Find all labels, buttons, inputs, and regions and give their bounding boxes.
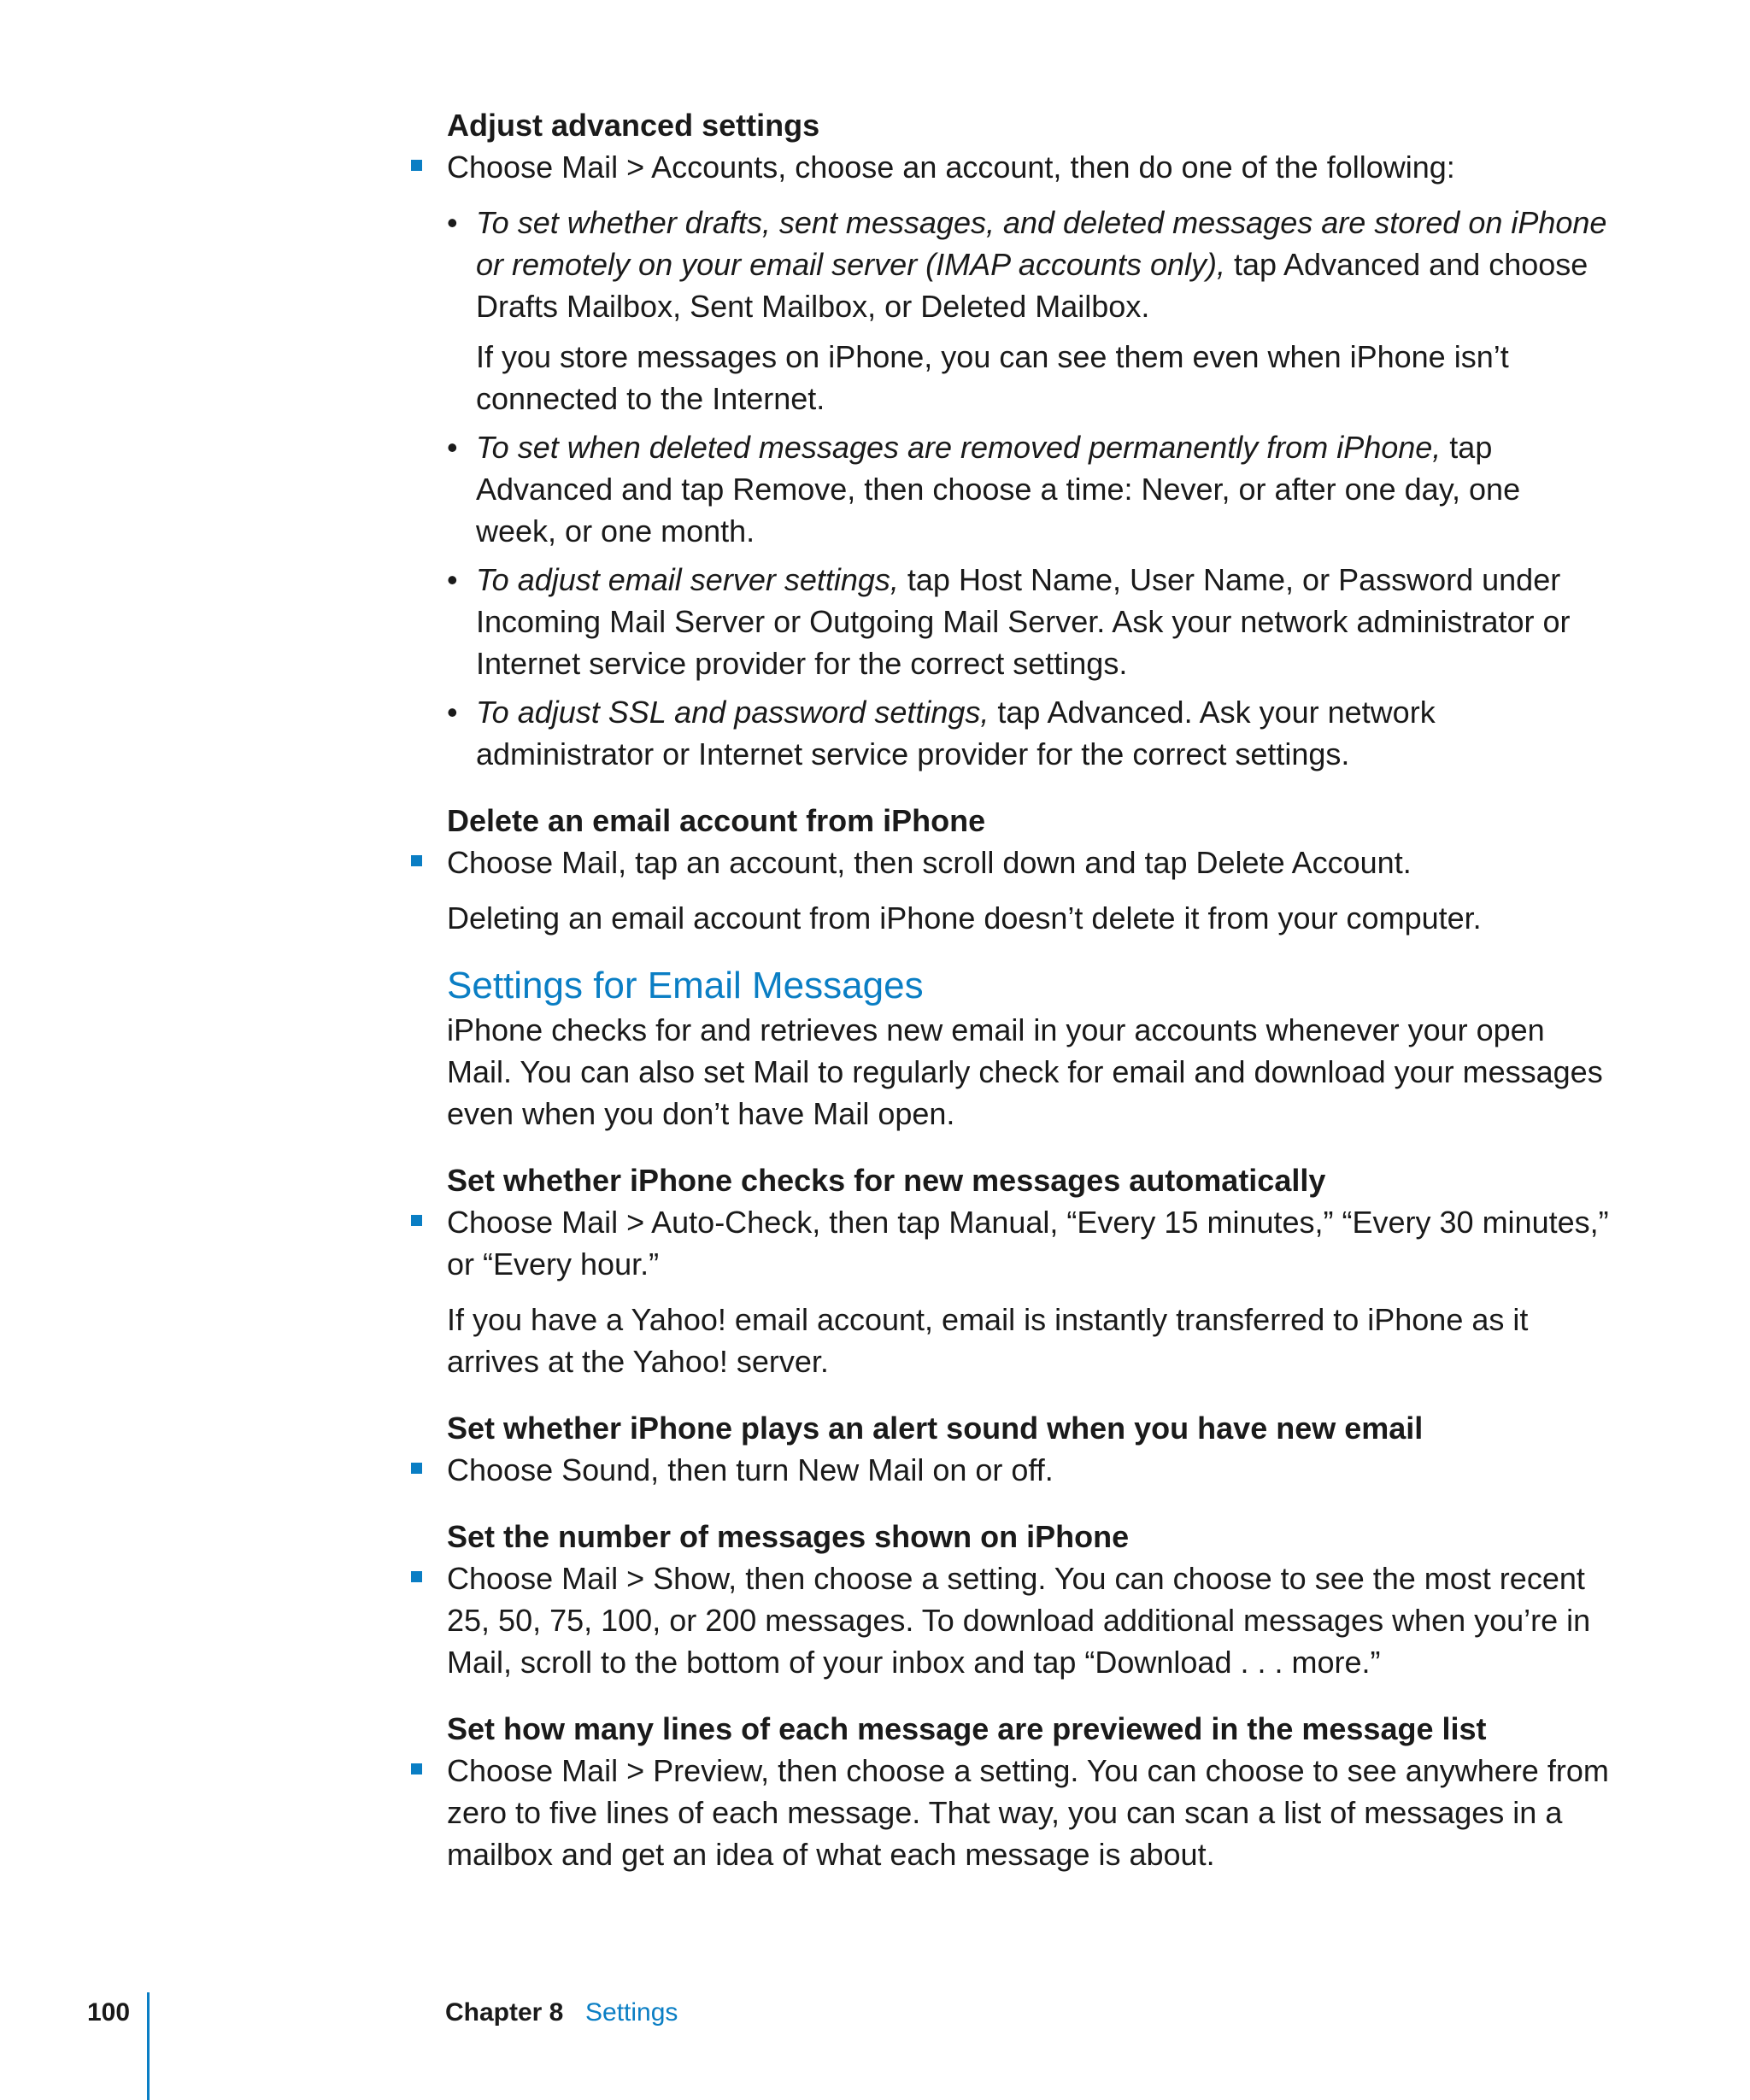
page-number: 100 [87,1998,131,2027]
bullet-dot-icon: • [447,205,458,240]
step-show [447,1557,1609,1683]
subheading-show: Set the number of messages shown on iPhone [447,1519,1130,1554]
subheading-advanced: Adjust advanced settings [447,108,820,143]
step-autocheck [447,1201,1609,1285]
step-bullet-icon [411,855,422,866]
list-item [447,202,1609,419]
step-text: Choose Mail > Accounts, choose an account, then do one of the following: [447,150,1455,185]
note-autocheck: If you have a Yahoo! email account, email is instantly transferred to iPhone as it arrives at the Yahoo! server. [447,1302,1529,1379]
advanced-options-list [447,202,1609,775]
subheading-sound: Set whether iPhone plays an alert sound when you have new email [447,1411,1424,1446]
subheading-delete: Delete an email account from iPhone [447,803,986,838]
bullet-dot-icon: • [447,562,458,597]
step-bullet-icon [411,1763,422,1774]
option-lead: To adjust SSL and password settings, [476,695,990,730]
footer-divider [147,1992,150,2100]
step-text: Choose Mail > Auto-Check, then tap Manual, “Every 15 minutes,” “Every 30 minutes,” or “Every hour.” [447,1205,1609,1282]
step-text: Choose Mail > Preview, then choose a setting. You can choose to see anywhere from zero to five lines of each message. That way, you can scan a list of messages in a mailbox and get an idea of what each message is about. [447,1753,1609,1872]
bullet-dot-icon: • [447,430,458,465]
bullet-dot-icon: • [447,695,458,730]
list-item [447,426,1609,552]
page-content [447,104,1609,1875]
section-title: Settings for Email Messages [447,965,924,1006]
option-lead: To set when deleted messages are removed permanently from iPhone, [476,430,1442,465]
step-bullet-icon [411,160,422,171]
option-text: tap Advanced. Ask your network administrator or Internet service provider for the correct settings. [476,695,1436,771]
step-sound [447,1449,1609,1491]
step-text: Choose Mail > Show, then choose a setting. You can choose to see the most recent 25, 50, 75, 100, or 200 messages. To download additional messages when you’re in Mail, scroll to the bottom of your inbox and tap “Download . . . more.” [447,1561,1591,1680]
list-item [447,691,1609,775]
chapter-label: Chapter 8 [445,1998,564,2027]
step-advanced [447,146,1609,188]
step-delete [447,842,1609,883]
option-lead: To set whether drafts, sent messages, and deleted messages are stored on iPhone or remotely on your email server (IMAP accounts only), [476,205,1607,282]
option-note: If you store messages on iPhone, you can see them even when iPhone isn’t connected to the Internet. [476,339,1509,416]
step-bullet-icon [411,1571,422,1582]
option-text: tap Host Name, User Name, or Password under Incoming Mail Server or Outgoing Mail Server. Ask your network administrator or Internet service provider for the correct settings. [476,562,1571,681]
step-bullet-icon [411,1215,422,1226]
section-intro: iPhone checks for and retrieves new email in your accounts whenever your open Mail. You can also set Mail to regularly check for email and download your messages even when you don’t have Mail open. [447,1012,1603,1131]
step-preview [447,1750,1609,1875]
option-lead: To adjust email server settings, [476,562,899,597]
step-text: Choose Mail, tap an account, then scroll down and tap Delete Account. [447,845,1412,880]
list-item [447,559,1609,684]
subheading-preview: Set how many lines of each message are previewed in the message list [447,1711,1487,1746]
option-text: tap Advanced and tap Remove, then choose a time: Never, or after one day, one week, or one month. [476,430,1521,548]
subheading-autocheck: Set whether iPhone checks for new messages automatically [447,1163,1326,1198]
chapter-title: Settings [585,1998,678,2027]
note-delete: Deleting an email account from iPhone doesn’t delete it from your computer. [447,900,1482,936]
step-bullet-icon [411,1463,422,1474]
option-text: tap Advanced and choose Drafts Mailbox, Sent Mailbox, or Deleted Mailbox. [476,247,1589,324]
step-text: Choose Sound, then turn New Mail on or off. [447,1452,1054,1487]
